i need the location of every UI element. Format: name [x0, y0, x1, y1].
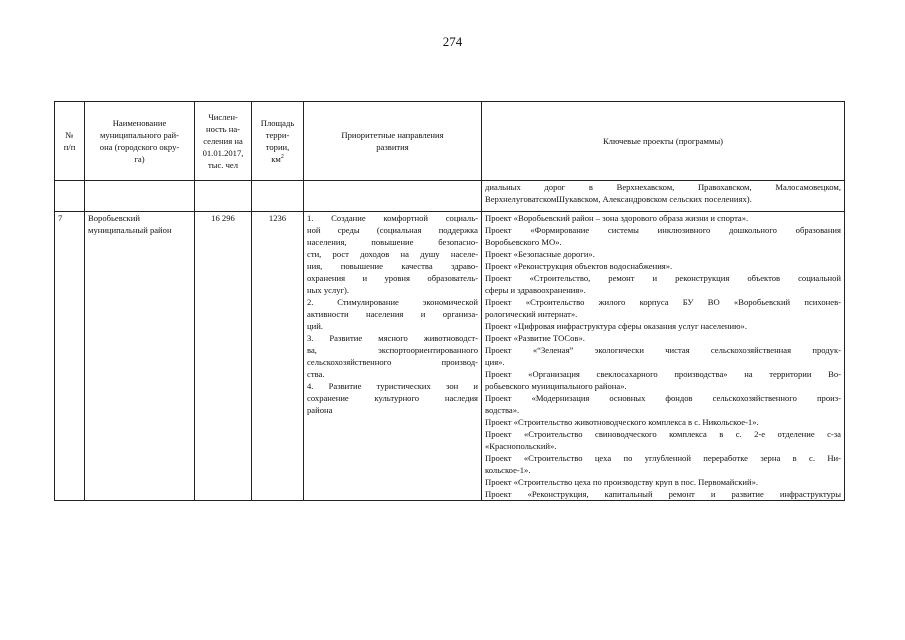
- project-line: Проект «Реконструкция объектов водоснабжения».: [485, 261, 673, 271]
- project-line: Проект «Развитие ТОСов».: [485, 333, 585, 343]
- project-line: Проект «Реконструкция, капитальный ремонт и развитие инфраструктуры: [485, 489, 841, 499]
- row-priorities: [304, 212, 482, 501]
- project-line: Проект «“Зеленая” экологически чистая сельскохозяйственная продук-: [485, 345, 841, 355]
- project-line: Проект «Цифровая инфраструктура сферы оказания услуг населению».: [485, 321, 747, 331]
- continuation-line: диальных дорог в Верхнехавском, Правохавском, Малосамовецком,: [485, 182, 841, 192]
- project-line: Проект «Строительство животноводческого комплекса в с. Никольское-1».: [485, 417, 759, 427]
- header-population-line: тыс. чел: [207, 160, 239, 170]
- header-priorities-line: развития: [376, 142, 409, 152]
- project-line: «Краснопольский».: [485, 441, 557, 451]
- continuation-row: [55, 181, 845, 212]
- header-area-text: тории,: [265, 142, 290, 152]
- header-area-line: [254, 117, 301, 129]
- project-line: Проект «Строительство, ремонт и реконструкция объектов социальной: [485, 273, 841, 283]
- project-line: сферы и здравоохранения».: [485, 285, 586, 295]
- project-line: водства».: [485, 405, 520, 415]
- cont-prio-cell: [304, 181, 482, 212]
- project-line: Проект «Строительство цеха по производству круп в пос. Первомайский».: [485, 477, 759, 487]
- header-area-text: км: [271, 154, 281, 164]
- header-area: [252, 102, 304, 181]
- header-num-line: №: [65, 130, 74, 140]
- priority-line: активности населения и организа-: [307, 309, 478, 319]
- table-row: [55, 212, 845, 501]
- priority-line: 4. Развитие туристических зон и: [307, 381, 478, 391]
- row-num: 7: [55, 212, 85, 501]
- priority-line: ния, повышение качества здраво-: [307, 261, 478, 271]
- priority-line: сохранение культурного наследия: [307, 393, 478, 403]
- cont-area-cell: [252, 181, 304, 212]
- project-line: Воробьевского МО».: [485, 237, 562, 247]
- header-priorities: [304, 102, 482, 181]
- priority-line: сельскохозяйственного производ-: [307, 357, 478, 367]
- project-line: Проект «Воробьевский район – зона здорового образа жизни и спорта».: [485, 213, 749, 223]
- header-row: [55, 102, 845, 181]
- project-line: Проект «Безопасные дороги».: [485, 249, 595, 259]
- header-area-text: Площадь: [260, 118, 295, 128]
- header-name-line: Наименование: [112, 118, 167, 128]
- project-line: робьевского муниципального района».: [485, 381, 627, 391]
- header-population: [195, 102, 252, 181]
- priority-line: ных услуг).: [307, 285, 350, 295]
- header-name-line: она (городского окру-: [99, 142, 180, 152]
- header-name-line: муниципального рай-: [99, 130, 180, 140]
- project-line: рологический интернат».: [485, 309, 578, 319]
- district-name-line: Воробьевский: [88, 213, 140, 223]
- priority-line: 3. Развитие мясного животноводст-: [307, 333, 478, 343]
- header-priorities-line: Приоритетные направления: [341, 130, 444, 140]
- priority-line: ной среды (социальная поддержка: [307, 225, 478, 235]
- project-line: Проект «Формирование системы инклюзивного дошкольного образования: [485, 225, 841, 235]
- priority-line: охранения и уровня образователь-: [307, 273, 478, 283]
- header-population-line: селения на: [203, 136, 243, 146]
- district-name-line: муниципальный район: [88, 225, 172, 235]
- page-number: 274: [442, 34, 463, 49]
- row-district-name: [85, 212, 195, 501]
- cont-num-cell: [55, 181, 85, 212]
- cont-projects-cell: [482, 181, 845, 212]
- row-projects: [482, 212, 845, 501]
- priority-line: 2. Стимулирование экономической: [307, 297, 478, 307]
- row-population: 16 296: [195, 212, 252, 501]
- project-line: Проект «Строительство свиноводческого комплекса в с. 2-е отделение с-за: [485, 429, 841, 439]
- header-population-line: 01.01.2017,: [202, 148, 244, 158]
- header-projects: Ключевые проекты (программы): [482, 102, 845, 181]
- priority-line: ства.: [307, 369, 325, 379]
- districts-table: [54, 101, 845, 501]
- header-num-line: п/п: [63, 142, 76, 152]
- priority-line: ва, экспортоориентированного: [307, 345, 478, 355]
- priority-line: сти, рост доходов на душу населе-: [307, 249, 478, 259]
- row-area: 1236: [252, 212, 304, 501]
- project-line: Проект «Модернизация основных фондов сельскохозяйственного произ-: [485, 393, 841, 403]
- header-area-text: терри-: [265, 130, 290, 140]
- priority-line: 1. Создание комфортной социаль-: [307, 213, 478, 223]
- project-line: Проект «Строительство жилого корпуса БУ ВО «Воробьевский психонев-: [485, 297, 841, 307]
- priority-line: населения, повышение безопасно-: [307, 237, 478, 247]
- continuation-line: ВерхнелуговатскомШукавском, Александровском сельских поселениях).: [485, 194, 752, 204]
- header-area-line: [254, 141, 301, 153]
- project-line: кольское-1».: [485, 465, 531, 475]
- area-unit-superscript: 2: [280, 154, 284, 161]
- project-line: Проект «Организация свеклосахарного производства» на территории Во-: [485, 369, 841, 379]
- header-area-line: [254, 153, 301, 165]
- header-population-line: ность на-: [205, 124, 241, 134]
- priority-line: ций.: [307, 321, 323, 331]
- cont-pop-cell: [195, 181, 252, 212]
- header-area-line: [254, 129, 301, 141]
- header-name: [85, 102, 195, 181]
- header-name-line: га): [134, 154, 145, 164]
- header-population-line: Числен-: [208, 112, 238, 122]
- header-num: [55, 102, 85, 181]
- cont-name-cell: [85, 181, 195, 212]
- priority-line: района: [307, 405, 333, 415]
- project-line: Проект «Строительство цеха по углубленной переработке зерна в с. Ни-: [485, 453, 841, 463]
- project-line: ция».: [485, 357, 505, 367]
